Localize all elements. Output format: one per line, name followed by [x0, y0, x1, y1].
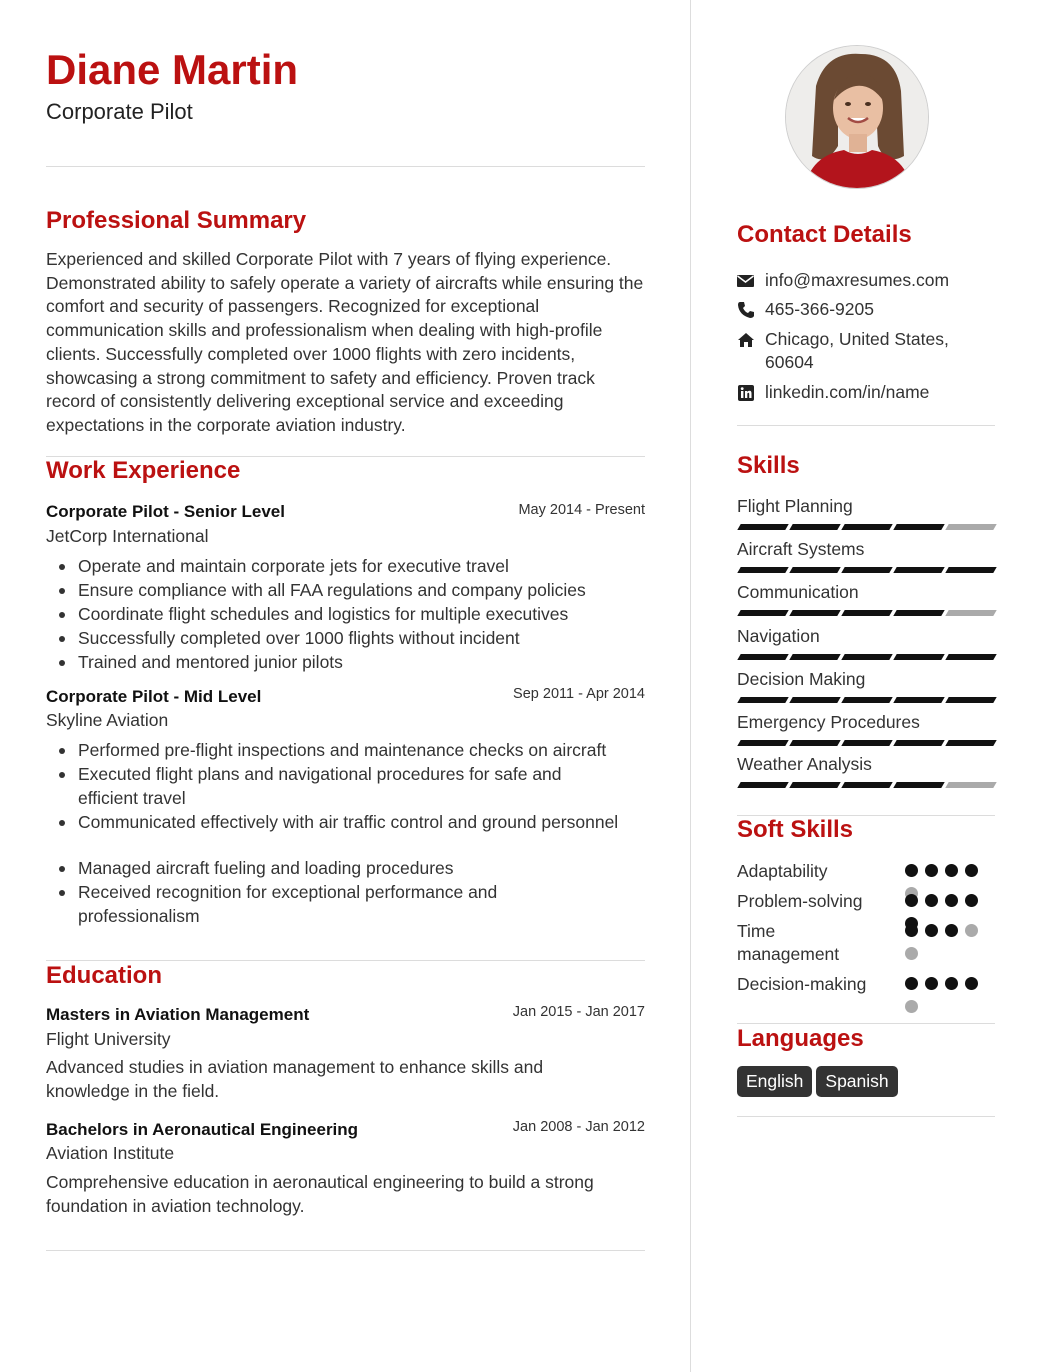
- skill-level-segment: [893, 654, 944, 660]
- rating-dot: [925, 977, 938, 990]
- list-item: Communicated effectively with air traffic control and ground personnel: [46, 810, 645, 834]
- summary-text: Experienced and skilled Corporate Pilot with 7 years of flying experience. Demonstrated ability to safely operate a variety of aircrafts while ensuring the comfort and security of passengers. Recognized for exceptional communication skills and professionalism when dealing with high-profile clients. Successfully completed over 1000 flights with zero incidents, showcasing a strong commitment to safety and efficiency. Proven track record of consistently delivering exceptional service and exceeding expectations in the corporate aviation industry.: [46, 249, 644, 435]
- candidate-role: Corporate Pilot: [46, 99, 193, 124]
- skill-level-bar: [737, 610, 995, 616]
- skill-level-segment: [737, 654, 788, 660]
- degree-date: Jan 2015 - Jan 2017: [512, 1004, 645, 1020]
- skill-name: Weather Analysis: [737, 754, 872, 774]
- skill-name: Aircraft Systems: [737, 539, 865, 559]
- skill-level-segment: [893, 610, 944, 616]
- avatar: [785, 45, 929, 189]
- skill-level-segment: [841, 697, 892, 703]
- list-item: Received recognition for exceptional performance and professionalism: [46, 880, 645, 928]
- skill-level-segment: [789, 567, 840, 573]
- envelope-icon: [737, 272, 755, 290]
- divider: [46, 1250, 645, 1251]
- school-name: Aviation Institute: [46, 1143, 175, 1163]
- skill-level-segment: [945, 740, 996, 746]
- divider: [46, 166, 645, 167]
- skill-name: Flight Planning: [737, 496, 853, 516]
- skill-name: Navigation: [737, 626, 820, 646]
- rating-dot: [905, 864, 918, 877]
- degree-title: Masters in Aviation Management: [46, 1005, 310, 1024]
- contact-address: [737, 328, 995, 374]
- skill-level-segment: [841, 782, 892, 788]
- contact-linkedin[interactable]: [737, 381, 995, 404]
- rating-dot: [905, 894, 918, 907]
- skill-name: Communication: [737, 582, 859, 602]
- school-name: Flight University: [46, 1029, 171, 1049]
- skill-level-segment: [893, 524, 944, 530]
- rating-dot: [905, 947, 918, 960]
- job-title: Corporate Pilot - Mid Level: [46, 687, 262, 706]
- linkedin-icon: [737, 384, 755, 402]
- portrait-illustration: [786, 46, 929, 189]
- job-date: May 2014 - Present: [518, 502, 645, 518]
- job-company: JetCorp International: [46, 526, 209, 546]
- rating-dot: [945, 894, 958, 907]
- skill-level-segment: [737, 697, 788, 703]
- skill-level-segment: [893, 697, 944, 703]
- skill-level-bar: [737, 740, 995, 746]
- job-title: Corporate Pilot - Senior Level: [46, 502, 285, 521]
- job-bullets: [46, 738, 645, 928]
- column-divider: [690, 0, 691, 1372]
- skills-heading: Skills: [737, 452, 800, 479]
- skill-level-segment: [737, 567, 788, 573]
- degree-description: Advanced studies in aviation management to enhance skills and knowledge in the field.: [46, 1057, 544, 1101]
- divider: [737, 425, 995, 426]
- job-date: Sep 2011 - Apr 2014: [513, 686, 645, 702]
- language-badge: Spanish: [816, 1066, 897, 1097]
- rating-dot: [965, 894, 978, 907]
- skill-level-segment: [789, 740, 840, 746]
- degree-date: Jan 2008 - Jan 2012: [512, 1119, 645, 1135]
- soft-skill-name: Time management: [737, 921, 840, 964]
- skill-level-segment: [789, 610, 840, 616]
- job-company: Skyline Aviation: [46, 710, 169, 730]
- skill-level-bar: [737, 524, 995, 530]
- rating-dot: [945, 924, 958, 937]
- skill-level-segment: [945, 567, 996, 573]
- skill-level-segment: [945, 610, 996, 616]
- skill-level-segment: [945, 654, 996, 660]
- rating-dot: [925, 864, 938, 877]
- phone-icon: [737, 301, 755, 319]
- skill-level-segment: [841, 567, 892, 573]
- list-item: Performed pre-flight inspections and maintenance checks on aircraft: [46, 738, 645, 762]
- candidate-name: Diane Martin: [46, 46, 299, 93]
- skill-level-bar: [737, 782, 995, 788]
- rating-dot: [905, 977, 918, 990]
- summary-heading: Professional Summary: [46, 207, 307, 234]
- soft-skill-name: Problem-solving: [737, 891, 863, 911]
- skill-level-segment: [841, 740, 892, 746]
- rating-dot: [965, 864, 978, 877]
- rating-dot: [965, 977, 978, 990]
- skill-level-segment: [789, 654, 840, 660]
- experience-heading: Work Experience: [46, 457, 241, 484]
- contact-phone[interactable]: [737, 298, 995, 321]
- divider: [737, 1116, 995, 1117]
- job-bullets: [46, 554, 645, 674]
- skill-level-segment: [893, 567, 944, 573]
- skill-level-segment: [737, 740, 788, 746]
- rating-dot: [945, 977, 958, 990]
- rating-dot: [905, 924, 918, 937]
- skill-level-segment: [841, 654, 892, 660]
- skill-level-segment: [737, 610, 788, 616]
- language-badge: English: [737, 1066, 812, 1097]
- skill-level-segment: [945, 524, 996, 530]
- skill-level-segment: [789, 524, 840, 530]
- skill-level-segment: [789, 697, 840, 703]
- rating-dot: [925, 924, 938, 937]
- degree-description: Comprehensive education in aeronautical engineering to build a strong foundation in aviation technology.: [46, 1172, 594, 1216]
- contact-linkedin-text: linkedin.com/in/name: [765, 382, 930, 402]
- list-item: Executed flight plans and navigational procedures for safe and efficient travel: [46, 762, 645, 810]
- home-icon: [737, 331, 755, 349]
- skill-level-segment: [841, 524, 892, 530]
- skill-level-segment: [945, 697, 996, 703]
- skill-level-bar: [737, 567, 995, 573]
- rating-dot: [965, 924, 978, 937]
- soft-skill-name: Decision-making: [737, 974, 867, 994]
- skill-level-segment: [737, 782, 788, 788]
- rating-dot: [905, 1000, 918, 1013]
- list-item: Successfully completed over 1000 flights without incident: [46, 626, 645, 650]
- skill-level-segment: [737, 524, 788, 530]
- skill-level-segment: [945, 782, 996, 788]
- skill-level-bar: [737, 654, 995, 660]
- skill-level-segment: [841, 610, 892, 616]
- skill-level-segment: [789, 782, 840, 788]
- list-item: Coordinate flight schedules and logistics for multiple executives: [46, 602, 645, 626]
- skill-level-segment: [893, 740, 944, 746]
- contact-address-text: Chicago, United States, 60604: [765, 329, 949, 372]
- skill-name: Emergency Procedures: [737, 712, 920, 732]
- skill-level-bar: [737, 697, 995, 703]
- list-item: Operate and maintain corporate jets for executive travel: [46, 554, 645, 578]
- languages-heading: Languages: [737, 1025, 864, 1052]
- list-item: Trained and mentored junior pilots: [46, 650, 645, 674]
- languages-list: [737, 1066, 902, 1097]
- education-heading: Education: [46, 962, 163, 989]
- degree-title: Bachelors in Aeronautical Engineering: [46, 1120, 359, 1139]
- contact-email[interactable]: [737, 269, 995, 292]
- list-item: Ensure compliance with all FAA regulations and company policies: [46, 578, 645, 602]
- contact-email-text: info@maxresumes.com: [765, 270, 950, 290]
- soft-skill-name: Adaptability: [737, 861, 828, 881]
- skill-level-segment: [893, 782, 944, 788]
- contact-heading: Contact Details: [737, 221, 912, 248]
- soft-skills-heading: Soft Skills: [737, 816, 854, 843]
- rating-dot: [925, 894, 938, 907]
- skill-name: Decision Making: [737, 669, 866, 689]
- rating-dot: [945, 864, 958, 877]
- list-item: Managed aircraft fueling and loading procedures: [46, 856, 645, 880]
- contact-phone-text: 465-366-9205: [765, 299, 874, 319]
